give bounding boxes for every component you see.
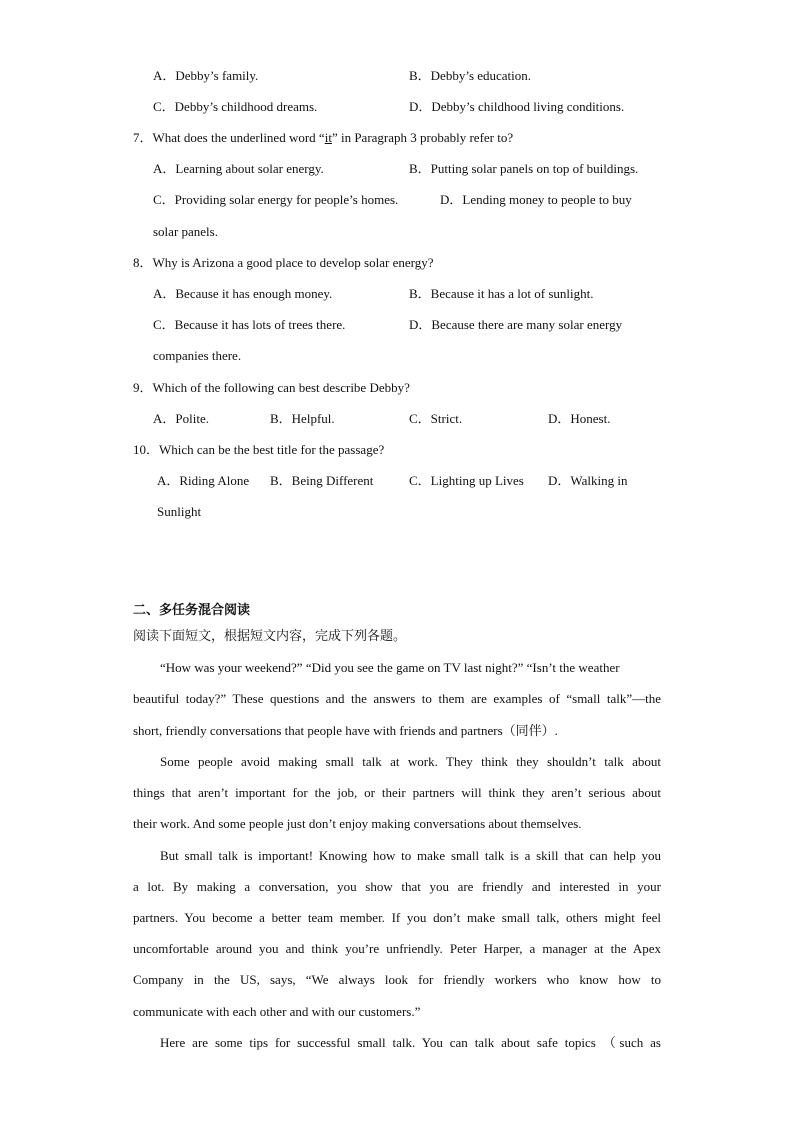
- passage-p1-line1: “How was your weekend?” “Did you see the game on TV last night?” “Isn’t the weather: [160, 660, 620, 675]
- q9-option-d: D．Honest.: [548, 411, 611, 426]
- q7-option-c: C．Providing solar energy for people’s homes.: [153, 192, 399, 207]
- q9-option-c: C．Strict.: [409, 411, 463, 426]
- passage-p3-line4: uncomfortable around you and think you’re unfriendly. Peter Harper, a manager at the Apex: [133, 941, 661, 956]
- passage-p2-line2: things that aren’t important for the job, or their partners will think they aren’t serious about: [133, 785, 661, 800]
- q8-option-b: B．Because it has a lot of sunlight.: [409, 286, 594, 301]
- q7-option-d-cont: solar panels.: [153, 224, 218, 239]
- q9-option-b: B．Helpful.: [270, 411, 335, 426]
- passage-p3-line5: Company in the US, says, “We always look for friendly workers who know how to: [133, 972, 661, 987]
- passage-p1-line3: short, friendly conversations that people have with friends and partners（同伴）.: [133, 723, 558, 738]
- q6-option-a: A．Debby’s family.: [153, 68, 259, 83]
- q6-option-d: D．Debby’s childhood living conditions.: [409, 99, 625, 114]
- q10-option-a: A．Riding Alone: [157, 473, 250, 488]
- q7-option-d: D．Lending money to people to buy: [440, 192, 632, 207]
- passage-p2-line3: their work. And some people just don’t enjoy making conversations about themselves.: [133, 816, 582, 831]
- passage-p2-line1: Some people avoid making small talk at work. They think they shouldn’t talk about: [160, 754, 661, 769]
- passage-p1-line2: beautiful today?” These questions and the answers to them are examples of “small talk”—the: [133, 691, 661, 706]
- q7-stem: [133, 130, 513, 146]
- q8-option-d: D．Because there are many solar energy: [409, 317, 623, 332]
- q10-option-d: D．Walking in: [548, 473, 628, 488]
- section-title: 二、多任务混合阅读: [133, 603, 251, 618]
- q7-underlined-word: it: [324, 130, 332, 145]
- q6-option-b: B．Debby’s education.: [409, 68, 532, 83]
- passage-p4-line1: Here are some tips for successful small talk. You can talk about safe topics （such as: [160, 1035, 661, 1050]
- passage-p3-line3: partners. You become a better team member. If you don’t make small talk, others might feel: [133, 910, 661, 925]
- q8-option-d-cont: companies there.: [153, 348, 242, 363]
- q9-stem: 9．Which of the following can best describe Debby?: [133, 380, 410, 395]
- q6-option-c: C．Debby’s childhood dreams.: [153, 99, 318, 114]
- passage-p3-line6: communicate with each other and with our customers.”: [133, 1004, 421, 1019]
- q7-stem-prefix: 7．What does the underlined word “: [133, 130, 325, 145]
- q9-option-a: A．Polite.: [153, 411, 209, 426]
- q10-option-c: C．Lighting up Lives: [409, 473, 524, 488]
- q8-option-a: A．Because it has enough money.: [153, 286, 333, 301]
- q8-option-c: C．Because it has lots of trees there.: [153, 317, 346, 332]
- passage-p3-line1: But small talk is important! Knowing how to make small talk is a skill that can help you: [160, 848, 661, 863]
- passage-p3-line2: a lot. By making a conversation, you show that you are friendly and interested in your: [133, 879, 661, 894]
- q10-option-d-cont: Sunlight: [157, 504, 202, 519]
- section-instruction: 阅读下面短文，根据短文内容，完成下列各题。: [133, 629, 407, 644]
- q7-option-a: A．Learning about solar energy.: [153, 161, 324, 176]
- q8-stem: 8．Why is Arizona a good place to develop solar energy?: [133, 255, 434, 270]
- q10-stem: 10．Which can be the best title for the passage?: [133, 442, 385, 457]
- q7-stem-suffix: ” in Paragraph 3 probably refer to?: [331, 130, 514, 145]
- q7-option-b: B．Putting solar panels on top of buildings.: [409, 161, 639, 176]
- q10-option-b: B．Being Different: [270, 473, 374, 488]
